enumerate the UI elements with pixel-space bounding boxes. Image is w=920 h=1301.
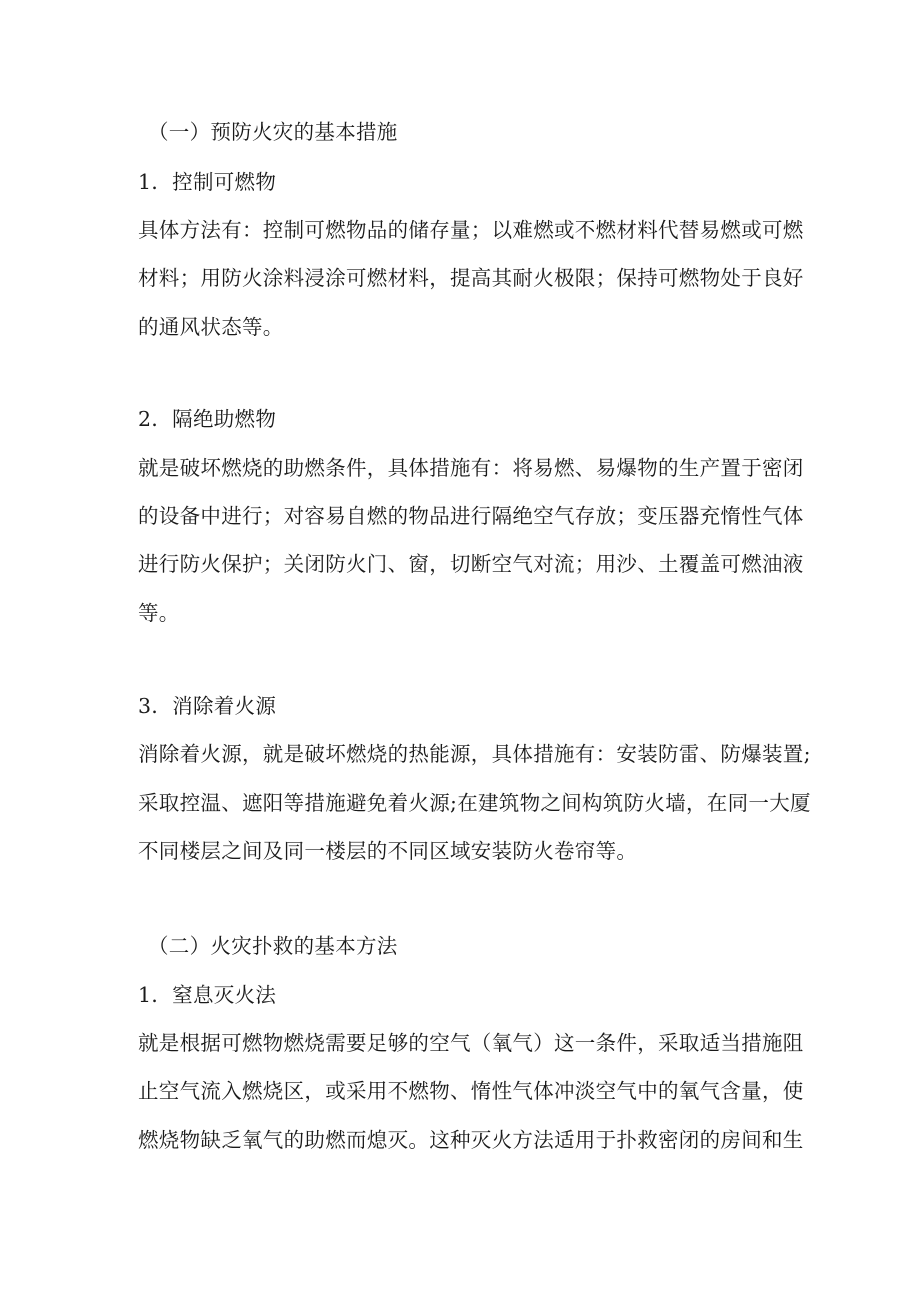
paragraph-line: 就是破坏燃烧的助燃条件，具体措施有：将易燃、易爆物的生产置于密闭 bbox=[138, 456, 804, 480]
section-heading: （二）火灾扑救的基本方法 bbox=[148, 934, 398, 958]
paragraph-line: 燃烧物缺乏氧气的助燃而熄灭。这种灭火方法适用于扑救密闭的房间和生 bbox=[138, 1128, 804, 1152]
item-heading: 1．控制可燃物 bbox=[138, 170, 277, 194]
section-heading: （一）预防火灾的基本措施 bbox=[148, 120, 398, 144]
paragraph-line: 就是根据可燃物燃烧需要足够的空气（氧气）这一条件，采取适当措施阻 bbox=[138, 1031, 804, 1055]
paragraph-line: 等。 bbox=[138, 601, 180, 625]
paragraph-line: 止空气流入燃烧区，或采用不燃物、惰性气体冲淡空气中的氧气含量，使 bbox=[138, 1079, 804, 1103]
paragraph-line: 材料；用防火涂料浸涂可燃材料，提高其耐火极限；保持可燃物处于良好 bbox=[138, 266, 804, 290]
item-heading: 3．消除着火源 bbox=[138, 694, 277, 718]
paragraph-line: 消除着火源，就是破坏燃烧的热能源，具体措施有：安装防雷、防爆装置; bbox=[138, 742, 811, 766]
paragraph-line: 的通风状态等。 bbox=[138, 315, 284, 339]
paragraph-line: 不同楼层之间及同一楼层的不同区域安装防火卷帘等。 bbox=[138, 839, 638, 863]
paragraph-line: 的设备中进行；对容易自燃的物品进行隔绝空气存放；变压器充惰性气体 bbox=[138, 504, 804, 528]
item-heading: 1．窒息灭火法 bbox=[138, 983, 277, 1007]
paragraph-line: 采取控温、遮阳等措施避免着火源;在建筑物之间构筑防火墙，在同一大厦 bbox=[138, 791, 811, 815]
item-heading: 2．隔绝助燃物 bbox=[138, 407, 277, 431]
paragraph-line: 具体方法有：控制可燃物品的储存量；以难燃或不燃材料代替易燃或可燃 bbox=[138, 218, 804, 242]
paragraph-line: 进行防火保护；关闭防火门、窗，切断空气对流；用沙、土覆盖可燃油液 bbox=[138, 552, 804, 576]
